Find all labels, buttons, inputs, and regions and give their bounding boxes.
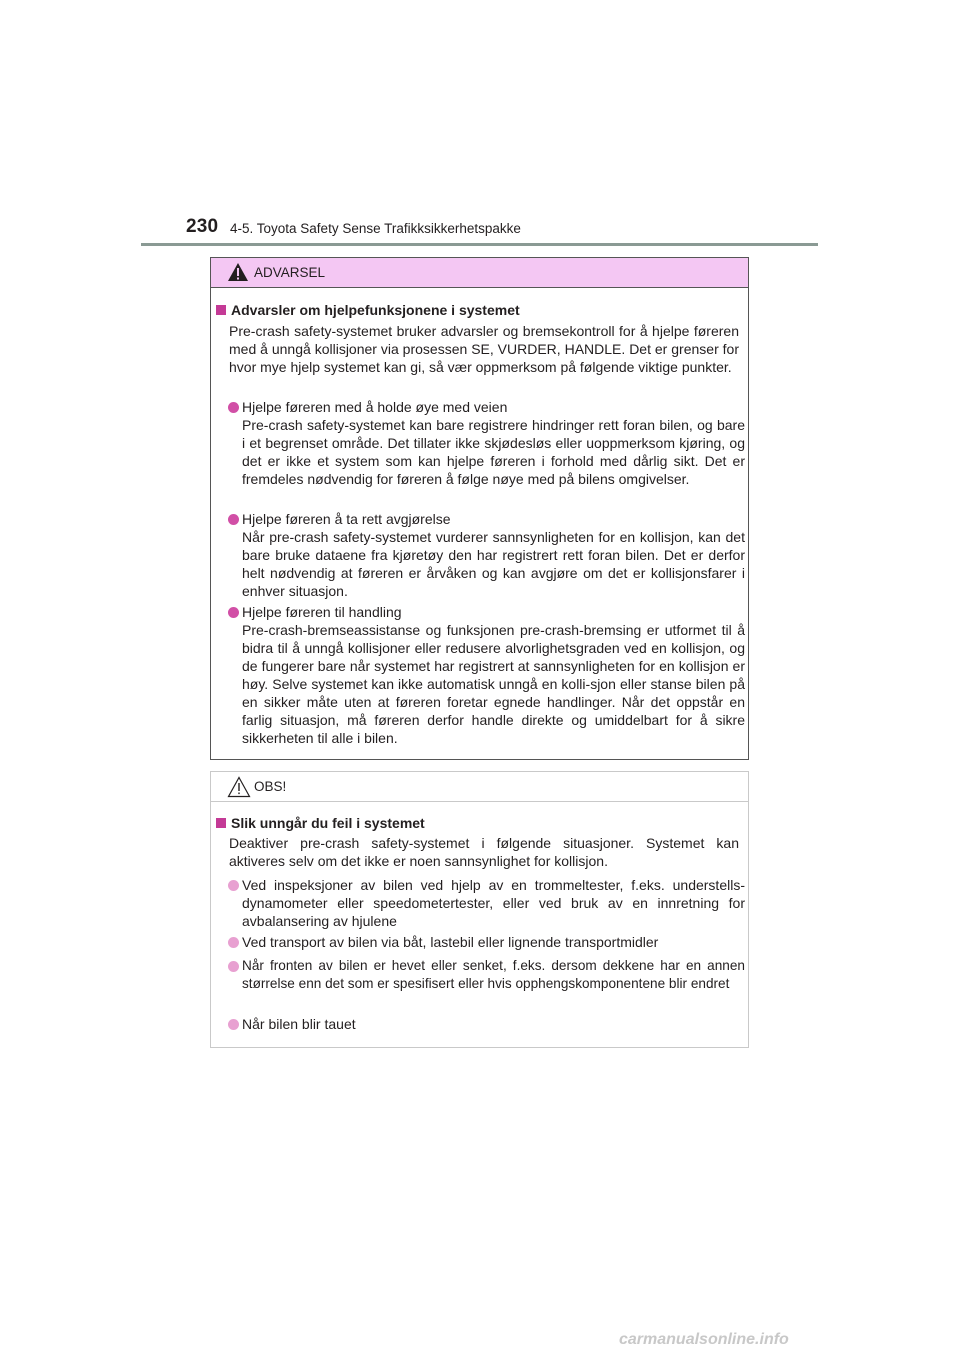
page-number: 230: [186, 216, 219, 237]
warning-box-header: [211, 258, 748, 288]
caution-label: OBS!: [254, 779, 287, 794]
circle-bullet-icon: [228, 607, 239, 618]
caution-intro: Deaktiver pre-crash safety-systemet i følgende situasjoner. Systemet kan aktiveres selv om det ikke er noen sannsynlighet for kollisjon.: [229, 835, 739, 869]
circle-bullet-icon: [228, 880, 239, 891]
bullet-title: Hjelpe føreren til handling: [242, 604, 402, 620]
warning-intro: Pre-crash safety-systemet bruker advarsler og bremsekontroll for å hjelpe føreren med å unngå kollisjoner via prosessen SE, VURDER, HANDLE. Det er grenser for hvor mye hjelp systemet kan gi, så vær oppmerksom på følgende viktige punkter.: [229, 323, 739, 375]
circle-bullet-icon: [228, 514, 239, 525]
circle-bullet-icon: [228, 937, 239, 948]
bullet-text: Pre-crash safety-systemet kan bare registrere hindringer rett foran bilen, og bare i et begrenset område. Det tillater ikke skjødesløs eller uoppmerksom kjøring, og det er ikke et system som kan hjelpe føreren i forhold med dårlig sikt. Det er fremdeles nødvendig for føreren å følge nøye med på bilens omgivelser.: [242, 417, 745, 487]
header-rule: [141, 243, 818, 246]
bullet-text: Pre-crash-bremseassistanse og funksjonen pre-crash-bremsing er utformet til å bidra til å unngå kollisjoner eller redusere alvorlighetsgraden ved en kollisjon, og de fungerer bare når systemet har registrert at sannsynligheten for en kollisjon er høy. Selve systemet kan ikke automatisk unngå en kolli-sjon eller stanse bilen på en sikker måte uten at føreren foretar egnede handlinger. Når det oppstår en farlig situasjon, må føreren derfor handle direkte og umiddelbart for å sikre sikkerheten til alle i bilen.: [242, 622, 745, 746]
warning-heading: Advarsler om hjelpefunksjonene i systemet: [216, 302, 520, 318]
bullet-title: Hjelpe føreren å ta rett avgjørelse: [242, 511, 451, 527]
bullet-title: Hjelpe føreren med å holde øye med veien: [242, 399, 508, 415]
bullet-text: Når fronten av bilen er hevet eller senket, f.eks. dersom dekkene har en annen størrelse enn det som er spesifisert eller hvis opphengskomponentene blir endret: [242, 958, 745, 991]
caution-heading: Slik unngår du feil i systemet: [216, 815, 425, 831]
square-bullet-icon: [216, 818, 226, 828]
circle-bullet-icon: [228, 402, 239, 413]
watermark: carmanualsonline.info: [619, 1331, 789, 1348]
bullet-text: Ved transport av bilen via båt, lastebil eller lignende transportmidler: [242, 934, 659, 950]
caution-box-header: [211, 772, 748, 802]
caution-box: [210, 771, 749, 1048]
bullet-text: Når pre-crash safety-systemet vurderer sannsynligheten for en kollisjon, kan det bare bruke dataene fra kjøretøy den har registrert rett foran bilen. Det er derfor helt nødvendig at føreren er årvåken og kan avgjøre om det er kollisjonsfarer i enhver situasjon.: [242, 529, 745, 599]
circle-bullet-icon: [228, 961, 239, 972]
circle-bullet-icon: [228, 1019, 239, 1030]
caution-triangle-icon: [227, 776, 251, 798]
warning-triangle-icon: [227, 262, 249, 282]
bullet-text: Når bilen blir tauet: [242, 1016, 356, 1032]
warning-label: ADVARSEL: [254, 265, 326, 280]
section-title: 4-5. Toyota Safety Sense Trafikksikkerhetspakke: [230, 221, 521, 236]
bullet-text: Ved inspeksjoner av bilen ved hjelp av en trommeltester, f.eks. understells-dynamometer eller speedometertester, eller ved bruk av en innretning for avbalansering av hjulene: [242, 877, 745, 929]
square-bullet-icon: [216, 305, 226, 315]
warning-box: [210, 257, 749, 760]
